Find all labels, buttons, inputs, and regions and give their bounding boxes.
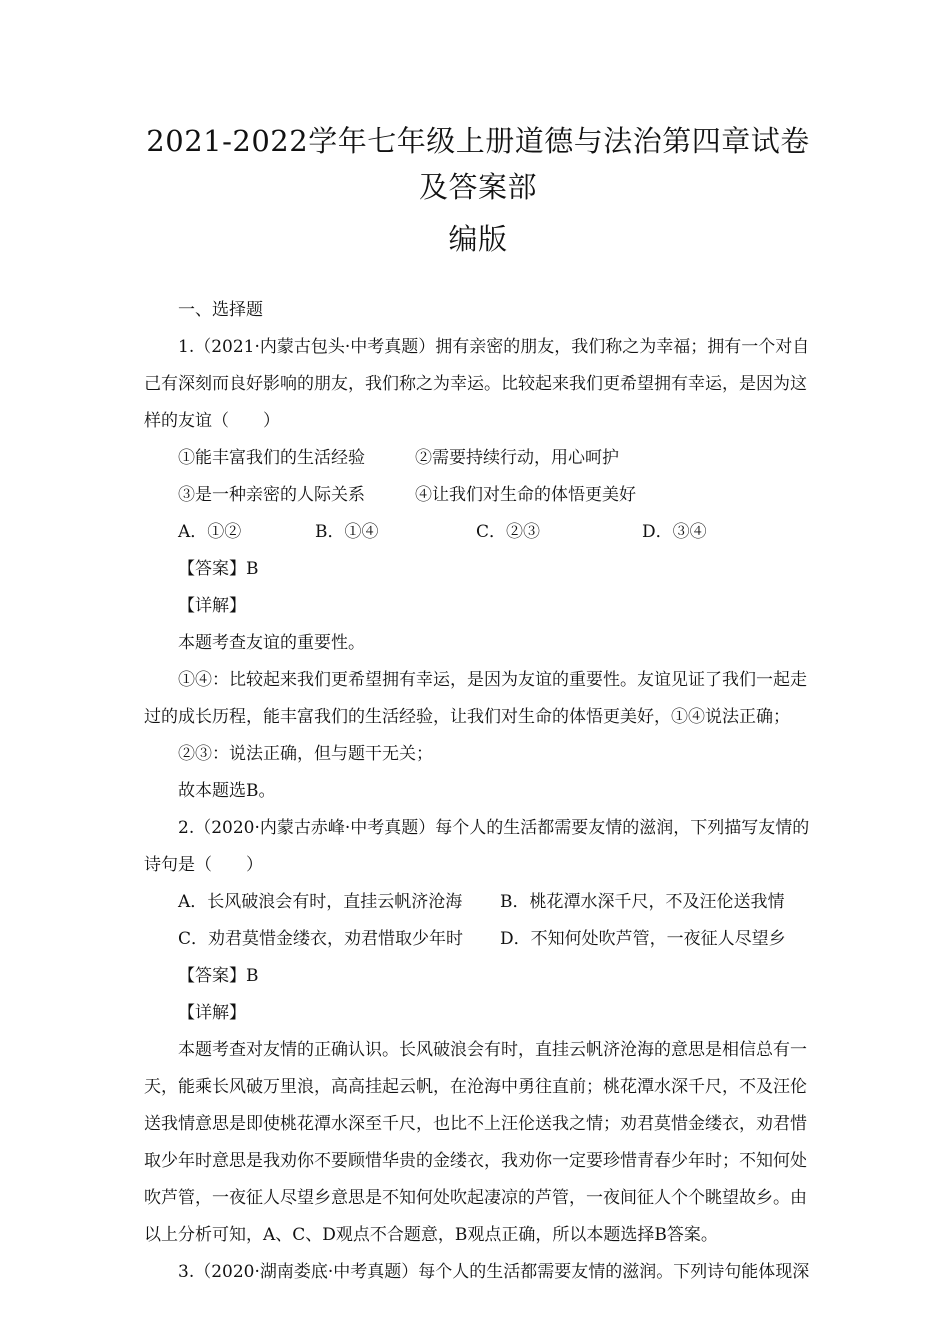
question-1-explanation-2: ①④：比较起来我们更希望拥有幸运，是因为友谊的重要性。友谊见证了我们一起走过的成长历程，能丰富我们的生活经验，让我们对生命的体悟更美好，①④说法正确； (144, 670, 807, 727)
question-2-answer: 【答案】B (178, 966, 259, 986)
question-2-options-row-2 (144, 921, 818, 958)
question-1-explanation-4: 故本题选B。 (178, 781, 276, 801)
question-3-stem: 3.（2020·湖南娄底·中考真题）每个人的生活都需要友情的滋润。下列诗句能体现深 (178, 1262, 810, 1282)
option-c: C．②③ (476, 522, 541, 542)
statement-4: ④让我们对生命的体悟更美好 (415, 485, 636, 505)
document-title (138, 118, 818, 262)
document-body (144, 292, 818, 1291)
statement-3: ③是一种亲密的人际关系 (178, 485, 365, 505)
question-1-answer: 【答案】B (178, 559, 259, 579)
option-c: C．劝君莫惜金缕衣，劝君惜取少年时 (178, 929, 464, 949)
question-2-explanation-1: 本题考查对友情的正确认识。长风破浪会有时，直挂云帆济沧海的意思是相信总有一天，能乘长风破万里浪，高高挂起云帆，在沧海中勇往直前；桃花潭水深千尺，不及汪伦送我情意思是即使桃花潭水深至千尺，也比不上汪伦送我之情；劝君莫惜金缕衣，劝君惜取少年时意思是我劝你不要顾惜华贵的金缕衣，我劝你一定要珍惜青春少年时；不知何处吹芦管，一夜征人尽望乡意思是不知何处吹起凄凉的芦管，一夜间征人个个眺望故乡。由以上分析可知，A、C、D观点不合题意，B观点正确，所以本题选择B答案。 (144, 1040, 807, 1245)
question-1-explanation-1: 本题考查友谊的重要性。 (178, 633, 365, 653)
question-2-detail-label: 【详解】 (178, 1003, 246, 1023)
question-2-stem: 2.（2020·内蒙古赤峰·中考真题）每个人的生活都需要友情的滋润，下列描写友情的诗句是（ ） (144, 818, 810, 875)
question-1-statements-row-1 (144, 440, 818, 477)
option-d: D．③④ (642, 522, 707, 542)
title-line-1: 2021-2022学年七年级上册道德与法治第四章试卷及答案部 (146, 124, 810, 204)
option-b: B．桃花潭水深千尺，不及汪伦送我情 (500, 892, 785, 912)
question-1-stem: 1.（2021·内蒙古包头·中考真题）拥有亲密的朋友，我们称之为幸福；拥有一个对自己有深刻而良好影响的朋友，我们称之为幸运。比较起来我们更希望拥有幸运，是因为这样的友谊（ ） (144, 337, 810, 431)
question-1-explanation-3: ②③：说法正确，但与题干无关； (178, 744, 433, 764)
option-a: A．①② (178, 522, 242, 542)
option-b: B．①④ (315, 522, 379, 542)
section-heading: 一、选择题 (178, 300, 263, 320)
question-1-statements-row-2 (144, 477, 818, 514)
question-1-detail-label: 【详解】 (178, 596, 246, 616)
question-1-options (144, 514, 818, 551)
option-d: D．不知何处吹芦管，一夜征人尽望乡 (500, 929, 786, 949)
option-a: A．长风破浪会有时，直挂云帆济沧海 (178, 892, 463, 912)
statement-2: ②需要持续行动，用心呵护 (415, 448, 619, 468)
question-2-options-row-1 (144, 884, 818, 921)
title-line-2: 编版 (448, 222, 508, 256)
statement-1: ①能丰富我们的生活经验 (178, 448, 365, 468)
